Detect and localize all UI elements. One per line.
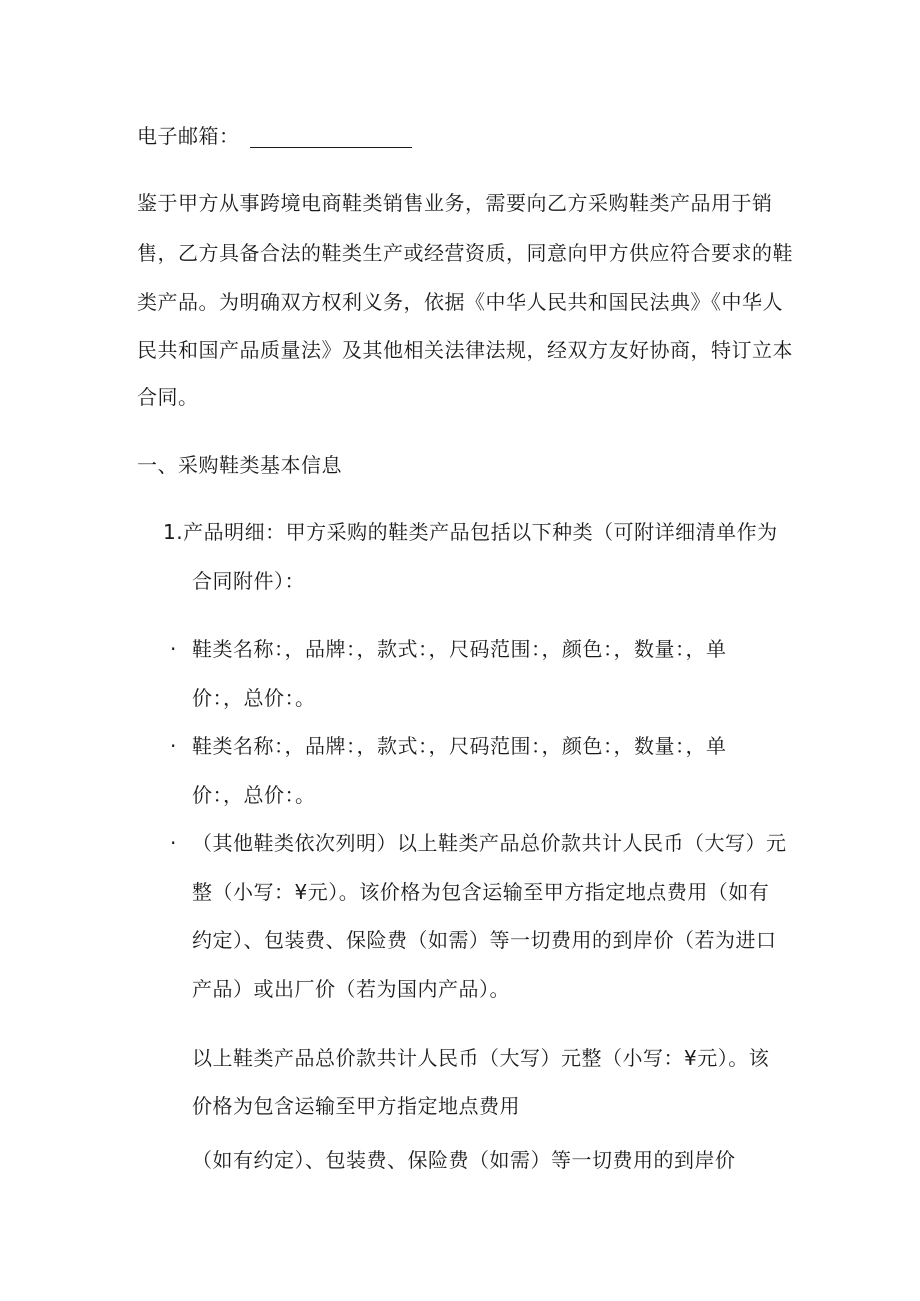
preamble-line: 售，乙方具备合法的鞋类生产或经营资质，同意向甲方供应符合要求的鞋 (137, 241, 793, 265)
repeat-paragraph-line: （如有约定）、包装费、保险费（如需）等一切费用的到岸价 (192, 1148, 736, 1172)
item1-line: 1.产品明细：甲方采购的鞋类产品包括以下种类（可附详细清单作为 (163, 520, 778, 544)
bullet-line: 价：，总价：。 (192, 783, 316, 807)
bullet-line: 鞋类名称：，品牌：，款式：，尺码范围：，颜色：，数量：，单 (192, 734, 727, 758)
bullet-dot: · (170, 637, 177, 661)
bullet-line: （其他鞋类依次列明）以上鞋类产品总价款共计人民币（大写）元 (192, 831, 787, 855)
repeat-paragraph-line: 价格为包含运输至甲方指定地点费用 (192, 1094, 520, 1118)
email-label: 电子邮箱： (137, 124, 240, 148)
preamble-line: 合同。 (137, 385, 199, 409)
email-line (137, 124, 412, 148)
preamble-line: 鉴于甲方从事跨境电商鞋类销售业务，需要向乙方采购鞋类产品用于销 (137, 191, 773, 215)
bullet-line: 鞋类名称：，品牌：，款式：，尺码范围：，颜色：，数量：，单 (192, 637, 727, 661)
bullet-dot: · (170, 831, 177, 855)
bullet-line: 整（小写：¥元）。该价格为包含运输至甲方指定地点费用（如有 (192, 880, 770, 904)
preamble-line: 类产品。为明确双方权利义务，依据《中华人民共和国民法典》《中华人 (137, 290, 783, 314)
section-heading: 一、采购鞋类基本信息 (137, 453, 342, 477)
bullet-dot: · (170, 734, 177, 758)
bullet-line: 价：，总价：。 (192, 686, 316, 710)
bullet-line: 约定）、包装费、保险费（如需）等一切费用的到岸价（若为进口 (192, 928, 777, 952)
email-blank (250, 127, 412, 148)
item1-line: 合同附件）： (192, 569, 305, 593)
preamble-line: 民共和国产品质量法》及其他相关法律法规，经双方友好协商，特订立本 (137, 338, 793, 362)
repeat-paragraph-line: 以上鞋类产品总价款共计人民币（大写）元整（小写：¥元）。该 (192, 1046, 770, 1070)
bullet-line: 产品）或出厂价（若为国内产品）。 (192, 977, 510, 1001)
